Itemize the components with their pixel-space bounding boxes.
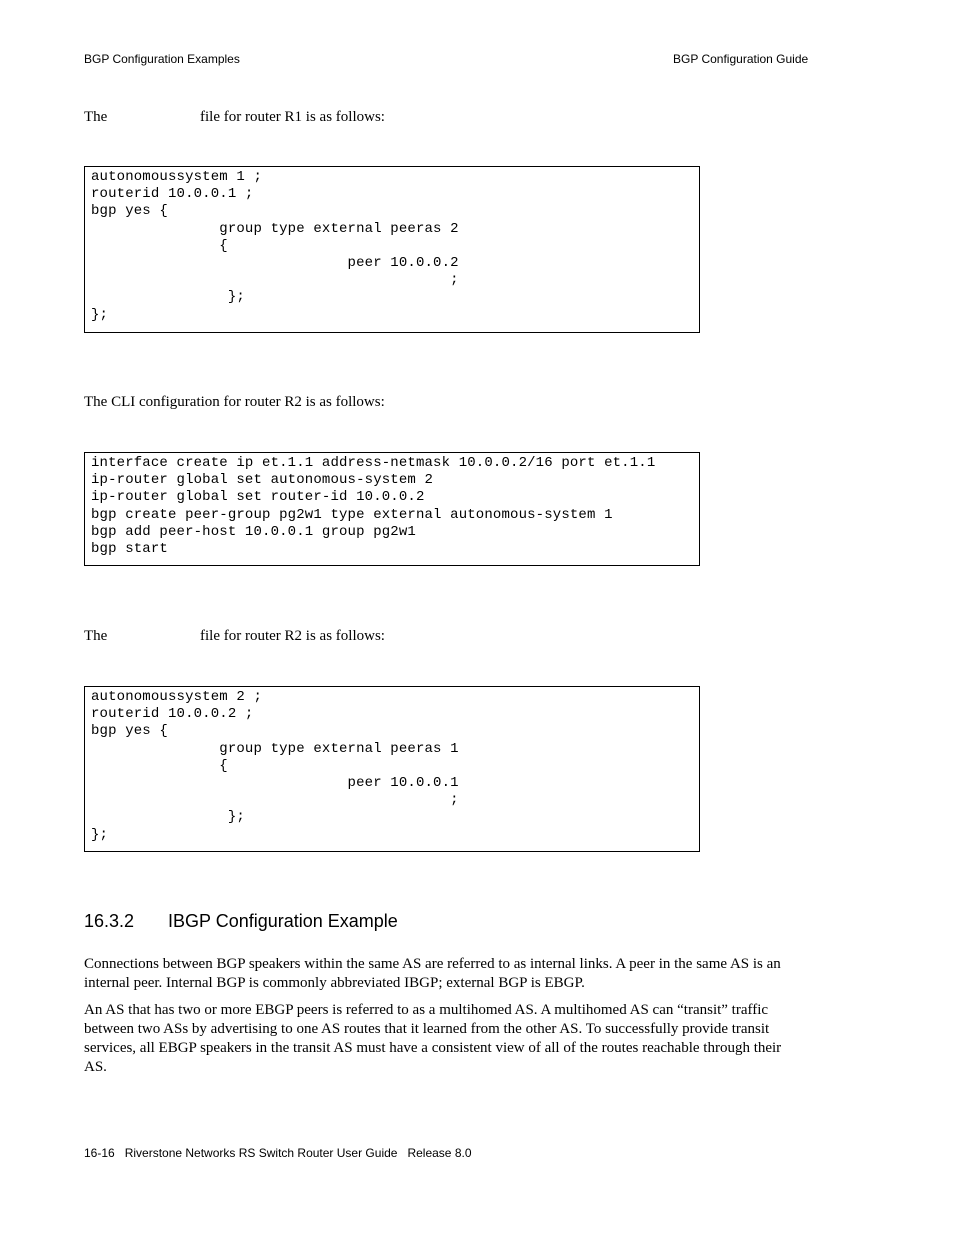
code-text-cli-r2: interface create ip et.1.1 address-netmask 10.0.0.2/16 port et.1.1 ip-router global set autonomous-system 2 ip-router global set router-id 10.0.0.2 bgp create peer-group pg2w1 type external autonomous-system 1 bgp add peer-host 10.0.0.1 group pg2w1 bgp start [91,455,656,558]
paragraph-line: between two ASs by advertising to one AS routes that it learned from the other AS. To successfully provide transit [84,1021,770,1037]
paragraph-line: Connections between BGP speakers within the same AS are referred to as internal links. A peer in the same AS is an [84,956,781,972]
paragraph-line: An AS that has two or more EBGP peers is referred to as a multihomed AS. A multihomed AS can “transit” traffic [84,1002,769,1018]
intro-r1-the: The [84,109,108,125]
page-footer: 16-16 Riverstone Networks RS Switch Router User Guide Release 8.0 [84,1146,472,1160]
code-text-r1: autonomoussystem 1 ; routerid 10.0.0.1 ; bgp yes { group type external peeras 2 { peer 10.0.0.2 ; }; }; [91,169,459,323]
paragraph-line: AS. [84,1059,107,1075]
paragraph-line: services, all EBGP speakers in the transit AS must have a consistent view of all of the routes reachable through their [84,1040,782,1056]
code-text-r2: autonomoussystem 2 ; routerid 10.0.0.2 ; bgp yes { group type external peeras 1 { peer 10.0.0.1 ; }; }; [91,689,459,843]
section-number: 16.3.2 [84,911,135,931]
code-block-r2 [84,686,700,852]
section-heading [84,911,398,932]
code-block-r1 [84,166,700,333]
intro-r1-text: file for router R1 is as follows: [200,109,385,125]
paragraph-multihomed [84,1001,819,1077]
paragraph-internal-links [84,955,819,993]
intro-r2-text: file for router R2 is as follows: [200,628,385,644]
running-header-left: BGP Configuration Examples [84,52,240,66]
paragraph-line: internal peer. Internal BGP is commonly abbreviated IBGP; external BGP is EBGP. [84,975,585,991]
section-title: IBGP Configuration Example [168,911,398,931]
running-header-right: BGP Configuration Guide [673,52,809,66]
code-block-cli-r2 [84,452,700,566]
intro-cli-r2: The CLI configuration for router R2 is as follows: [84,394,385,410]
intro-r2-the: The [84,628,108,644]
